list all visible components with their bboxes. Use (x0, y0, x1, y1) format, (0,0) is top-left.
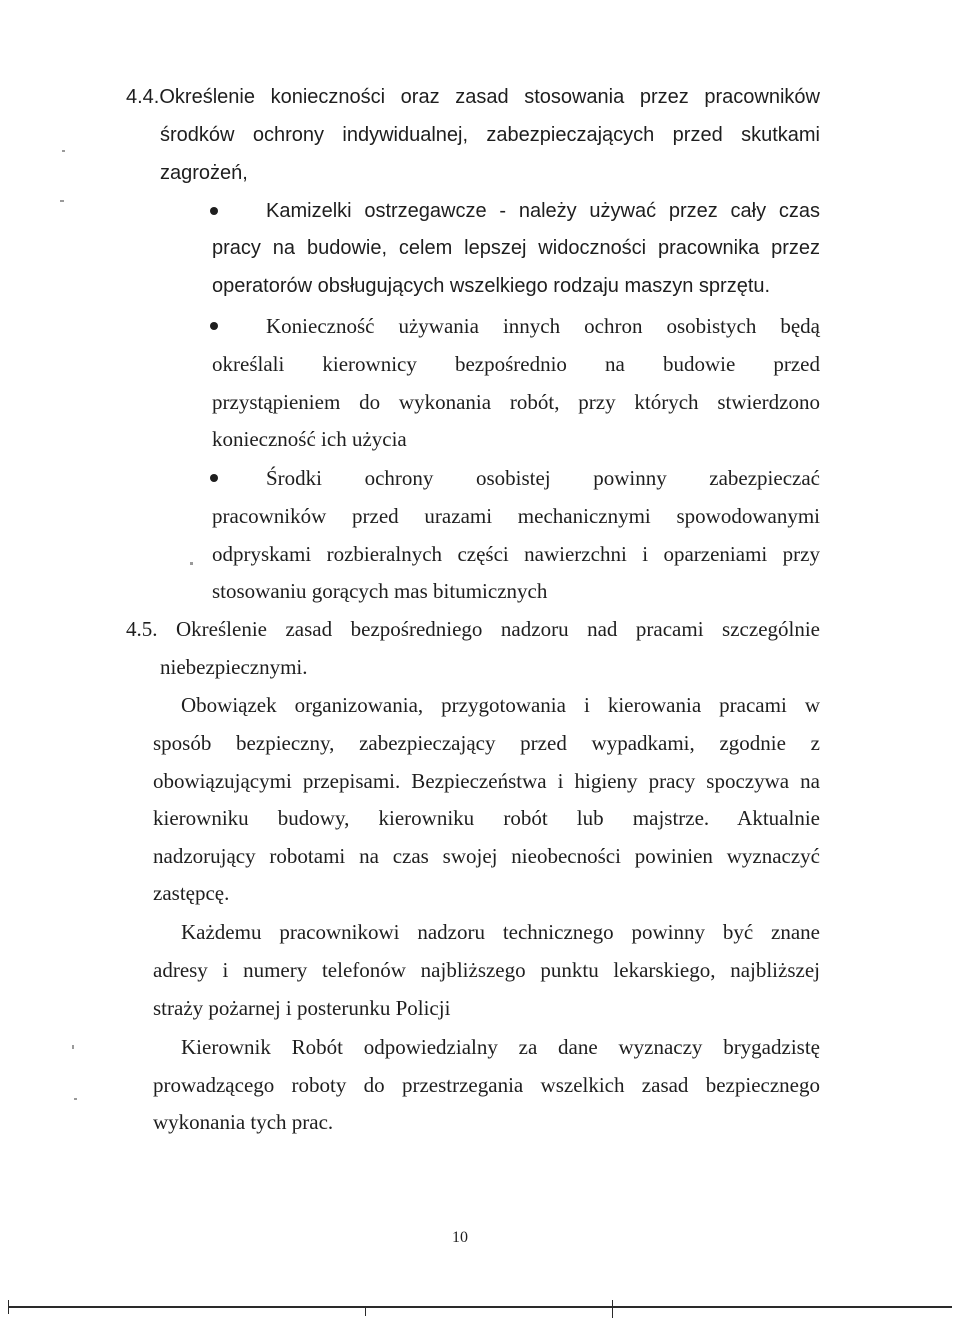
paragraph-3-line-2: prowadzącego roboty do przestrzegania wszelkich zasad bezpiecznego (153, 1073, 820, 1097)
bottom-rule (8, 1306, 952, 1308)
paragraph-3-line-1: Kierownik Robót odpowiedzialny za dane wyznaczy brygadzistę (181, 1035, 820, 1059)
paragraph-1-line-1: Obowiązek organizowania, przygotowania i kierowania pracami w (181, 693, 820, 717)
bullet-2-line-3: przystąpieniem do wykonania robót, przy których stwierdzono (212, 390, 820, 414)
paragraph-2-line-3: straży pożarnej i posterunku Policji (153, 996, 451, 1020)
bullet-dot (210, 322, 218, 330)
paragraph-1-line-4: kierowniku budowy, kierowniku robót lub majstrze. Aktualnie (153, 806, 820, 830)
section-4-4-heading-line-3: zagrożeń, (160, 162, 248, 184)
scan-speck (72, 1045, 74, 1049)
paragraph-1-line-6: zastępcę. (153, 881, 230, 905)
paragraph-3-line-3: wykonania tych prac. (153, 1110, 334, 1134)
paragraph-1-line-5: nadzorujący robotami na czas swojej nieobecności powinien wyznaczyć (153, 844, 820, 868)
bullet-3-line-2: pracowników przed urazami mechanicznymi spowodowanymi (212, 504, 820, 528)
section-4-5-heading-line-1: 4.5. Określenie zasad bezpośredniego nadzoru nad pracami szczególnie (126, 617, 820, 641)
rule-tick (8, 1300, 9, 1314)
rule-tick (365, 1306, 366, 1316)
section-4-4-heading-line-1: 4.4.Określenie konieczności oraz zasad stosowania przez pracowników (126, 86, 820, 108)
bullet-2-line-2: określali kierownicy bezpośrednio na budowie przed (212, 352, 820, 376)
scan-speck (60, 200, 64, 202)
page-number: 10 (452, 1229, 468, 1246)
paragraph-1-line-2: sposób bezpieczny, zabezpieczający przed wypadkami, zgodnie z (153, 731, 820, 755)
paragraph-2-line-2: adresy i numery telefonów najbliższego punktu lekarskiego, najbliższej (153, 958, 820, 982)
bullet-1-line-1: Kamizelki ostrzegawcze - należy używać przez cały czas (266, 200, 820, 222)
section-4-4-heading-line-2: środków ochrony indywidualnej, zabezpieczających przed skutkami (160, 124, 820, 146)
scan-speck (62, 150, 65, 152)
bullet-3-line-4: stosowaniu gorących mas bitumicznych (212, 579, 548, 603)
bullet-2-line-4: konieczność ich użycia (212, 427, 407, 451)
section-4-5-heading-line-2: niebezpiecznymi. (160, 655, 308, 679)
bullet-dot (210, 474, 218, 482)
bullet-dot (210, 207, 218, 215)
paragraph-2-line-1: Każdemu pracownikowi nadzoru technicznego powinny być znane (181, 920, 820, 944)
bullet-1-line-3: operatorów obsługujących wszelkiego rodzaju maszyn sprzętu. (212, 275, 771, 297)
scan-speck (74, 1098, 77, 1100)
bullet-3-line-1: Środki ochrony osobistej powinny zabezpieczać (266, 466, 820, 490)
rule-tick (612, 1300, 613, 1318)
paragraph-1-line-3: obowiązującymi przepisami. Bezpieczeństwa i higieny pracy spoczywa na (153, 769, 820, 793)
bullet-2-line-1: Konieczność używania innych ochron osobistych będą (266, 314, 820, 338)
scan-speck (190, 562, 193, 565)
bullet-3-line-3: odpryskami rozbieralnych części nawierzchni i oparzeniami przy (212, 542, 820, 566)
bullet-1-line-2: pracy na budowie, celem lepszej widoczności pracownika przez (212, 237, 820, 259)
